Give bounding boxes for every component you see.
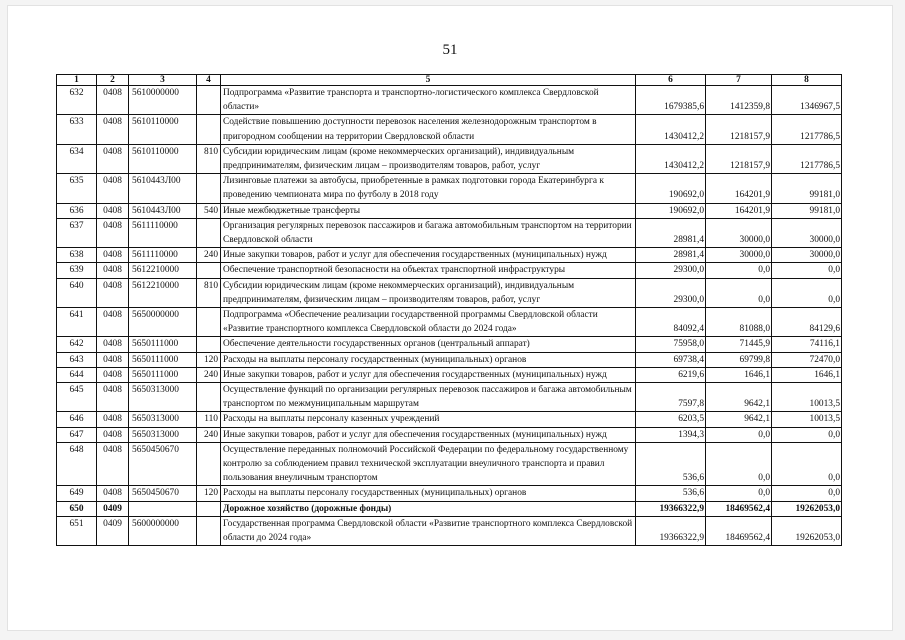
target-article-code: 5612210000 bbox=[129, 278, 197, 307]
expense-type-code: 120 bbox=[197, 352, 221, 367]
target-article-code: 5650313000 bbox=[129, 412, 197, 427]
target-article-code: 5650000000 bbox=[129, 308, 197, 337]
row-number: 634 bbox=[57, 144, 97, 173]
page-number: 51 bbox=[442, 42, 458, 58]
expense-name: Субсидии юридическим лицам (кроме некоммерческих организаций), индивидуальным предпринимателям, физическим лицам – производителям товаров, работ, услуг bbox=[221, 278, 636, 307]
column-header: 1 bbox=[57, 75, 97, 86]
table-row bbox=[57, 115, 842, 144]
section-code: 0408 bbox=[97, 412, 129, 427]
expense-type-code bbox=[197, 516, 221, 545]
amount-year-1: 29300,0 bbox=[636, 278, 706, 307]
expense-type-code bbox=[197, 174, 221, 203]
expense-name: Осуществление переданных полномочий Российской Федерации по федеральному государственному контролю за соблюдением правил технической эксплуатации внеуличного транспорта и правил пользования внеуличным транспортом bbox=[221, 442, 636, 486]
row-number: 646 bbox=[57, 412, 97, 427]
row-number: 637 bbox=[57, 218, 97, 247]
amount-year-2: 0,0 bbox=[706, 486, 772, 501]
section-code: 0408 bbox=[97, 486, 129, 501]
amount-year-1: 6219,6 bbox=[636, 367, 706, 382]
row-number: 648 bbox=[57, 442, 97, 486]
section-code: 0408 bbox=[97, 308, 129, 337]
target-article-code: 5611110000 bbox=[129, 218, 197, 247]
target-article-code: 5612210000 bbox=[129, 263, 197, 278]
expense-name: Иные закупки товаров, работ и услуг для обеспечения государственных (муниципальных) нужд bbox=[221, 367, 636, 382]
amount-year-2: 18469562,4 bbox=[706, 516, 772, 545]
row-number: 650 bbox=[57, 501, 97, 516]
table-row bbox=[57, 218, 842, 247]
amount-year-1: 7597,8 bbox=[636, 383, 706, 412]
amount-year-3: 72470,0 bbox=[772, 352, 842, 367]
expense-type-code bbox=[197, 337, 221, 352]
amount-year-1: 84092,4 bbox=[636, 308, 706, 337]
amount-year-2: 71445,9 bbox=[706, 337, 772, 352]
budget-table bbox=[56, 74, 842, 546]
target-article-code: 5650111000 bbox=[129, 352, 197, 367]
expense-type-code bbox=[197, 442, 221, 486]
row-number: 639 bbox=[57, 263, 97, 278]
amount-year-2: 30000,0 bbox=[706, 218, 772, 247]
target-article-code: 5610443Л00 bbox=[129, 203, 197, 218]
section-code: 0408 bbox=[97, 383, 129, 412]
row-number: 649 bbox=[57, 486, 97, 501]
table-row bbox=[57, 427, 842, 442]
amount-year-2: 164201,9 bbox=[706, 174, 772, 203]
table-row bbox=[57, 367, 842, 382]
amount-year-2: 1412359,8 bbox=[706, 86, 772, 115]
amount-year-3: 1346967,5 bbox=[772, 86, 842, 115]
row-number: 632 bbox=[57, 86, 97, 115]
table-row bbox=[57, 248, 842, 263]
table-row bbox=[57, 144, 842, 173]
expense-type-code bbox=[197, 308, 221, 337]
column-header: 2 bbox=[97, 75, 129, 86]
row-number: 643 bbox=[57, 352, 97, 367]
column-header: 6 bbox=[636, 75, 706, 86]
table-row bbox=[57, 501, 842, 516]
table-row bbox=[57, 203, 842, 218]
section-code: 0408 bbox=[97, 442, 129, 486]
amount-year-2: 0,0 bbox=[706, 427, 772, 442]
section-code: 0408 bbox=[97, 367, 129, 382]
table-row bbox=[57, 308, 842, 337]
target-article-code: 5610000000 bbox=[129, 86, 197, 115]
section-code: 0409 bbox=[97, 516, 129, 545]
section-code: 0408 bbox=[97, 218, 129, 247]
section-code: 0408 bbox=[97, 203, 129, 218]
amount-year-3: 0,0 bbox=[772, 442, 842, 486]
expense-type-code: 110 bbox=[197, 412, 221, 427]
amount-year-1: 29300,0 bbox=[636, 263, 706, 278]
section-code: 0408 bbox=[97, 248, 129, 263]
amount-year-1: 1679385,6 bbox=[636, 86, 706, 115]
expense-name: Подпрограмма «Развитие транспорта и транспортно-логистического комплекса Свердловской области» bbox=[221, 86, 636, 115]
amount-year-3: 19262053,0 bbox=[772, 516, 842, 545]
amount-year-2: 9642,1 bbox=[706, 412, 772, 427]
amount-year-2: 18469562,4 bbox=[706, 501, 772, 516]
expense-name: Дорожное хозяйство (дорожные фонды) bbox=[221, 501, 636, 516]
amount-year-3: 1646,1 bbox=[772, 367, 842, 382]
table-row bbox=[57, 337, 842, 352]
column-header: 5 bbox=[221, 75, 636, 86]
target-article-code: 5650111000 bbox=[129, 367, 197, 382]
table-row bbox=[57, 486, 842, 501]
expense-name: Иные закупки товаров, работ и услуг для обеспечения государственных (муниципальных) нужд bbox=[221, 248, 636, 263]
column-header: 7 bbox=[706, 75, 772, 86]
target-article-code: 5610110000 bbox=[129, 115, 197, 144]
expense-type-code bbox=[197, 501, 221, 516]
expense-type-code: 540 bbox=[197, 203, 221, 218]
section-code: 0408 bbox=[97, 427, 129, 442]
target-article-code: 5610443Л00 bbox=[129, 174, 197, 203]
expense-type-code bbox=[197, 263, 221, 278]
amount-year-2: 1218157,9 bbox=[706, 115, 772, 144]
amount-year-3: 0,0 bbox=[772, 278, 842, 307]
expense-type-code: 810 bbox=[197, 278, 221, 307]
row-number: 644 bbox=[57, 367, 97, 382]
expense-type-code bbox=[197, 115, 221, 144]
expense-type-code bbox=[197, 86, 221, 115]
amount-year-1: 28981,4 bbox=[636, 218, 706, 247]
amount-year-3: 19262053,0 bbox=[772, 501, 842, 516]
amount-year-3: 84129,6 bbox=[772, 308, 842, 337]
amount-year-3: 10013,5 bbox=[772, 412, 842, 427]
row-number: 647 bbox=[57, 427, 97, 442]
section-code: 0408 bbox=[97, 352, 129, 367]
expense-type-code bbox=[197, 383, 221, 412]
amount-year-1: 536,6 bbox=[636, 442, 706, 486]
section-code: 0408 bbox=[97, 337, 129, 352]
amount-year-1: 75958,0 bbox=[636, 337, 706, 352]
amount-year-1: 19366322,9 bbox=[636, 516, 706, 545]
target-article-code: 5600000000 bbox=[129, 516, 197, 545]
amount-year-3: 30000,0 bbox=[772, 248, 842, 263]
table-row bbox=[57, 516, 842, 545]
expense-name: Обеспечение деятельности государственных органов (центральный аппарат) bbox=[221, 337, 636, 352]
row-number: 633 bbox=[57, 115, 97, 144]
amount-year-2: 164201,9 bbox=[706, 203, 772, 218]
amount-year-2: 30000,0 bbox=[706, 248, 772, 263]
table-body bbox=[57, 86, 842, 546]
amount-year-3: 99181,0 bbox=[772, 203, 842, 218]
expense-name: Подпрограмма «Обеспечение реализации государственной программы Свердловской области «Развитие транспортного комплекса Свердловской области до 2024 года» bbox=[221, 308, 636, 337]
amount-year-1: 1394,3 bbox=[636, 427, 706, 442]
section-code: 0408 bbox=[97, 174, 129, 203]
section-code: 0408 bbox=[97, 115, 129, 144]
expense-name: Организация регулярных перевозок пассажиров и багажа автомобильным транспортом на территории Свердловской области bbox=[221, 218, 636, 247]
amount-year-3: 99181,0 bbox=[772, 174, 842, 203]
expense-name: Расходы на выплаты персоналу государственных (муниципальных) органов bbox=[221, 486, 636, 501]
amount-year-1: 190692,0 bbox=[636, 203, 706, 218]
target-article-code bbox=[129, 501, 197, 516]
amount-year-3: 1217786,5 bbox=[772, 144, 842, 173]
amount-year-2: 9642,1 bbox=[706, 383, 772, 412]
column-header: 4 bbox=[197, 75, 221, 86]
amount-year-3: 0,0 bbox=[772, 427, 842, 442]
target-article-code: 5650313000 bbox=[129, 427, 197, 442]
column-header: 3 bbox=[129, 75, 197, 86]
target-article-code: 5650111000 bbox=[129, 337, 197, 352]
amount-year-2: 69799,8 bbox=[706, 352, 772, 367]
table-row bbox=[57, 383, 842, 412]
target-article-code: 5611110000 bbox=[129, 248, 197, 263]
amount-year-1: 6203,5 bbox=[636, 412, 706, 427]
section-code: 0408 bbox=[97, 86, 129, 115]
table-row bbox=[57, 86, 842, 115]
row-number: 645 bbox=[57, 383, 97, 412]
section-code: 0408 bbox=[97, 263, 129, 278]
amount-year-2: 0,0 bbox=[706, 442, 772, 486]
amount-year-1: 1430412,2 bbox=[636, 144, 706, 173]
column-header: 8 bbox=[772, 75, 842, 86]
row-number: 635 bbox=[57, 174, 97, 203]
table-row bbox=[57, 442, 842, 486]
amount-year-2: 1646,1 bbox=[706, 367, 772, 382]
row-number: 640 bbox=[57, 278, 97, 307]
amount-year-1: 1430412,2 bbox=[636, 115, 706, 144]
row-number: 638 bbox=[57, 248, 97, 263]
amount-year-3: 0,0 bbox=[772, 486, 842, 501]
row-number: 641 bbox=[57, 308, 97, 337]
amount-year-3: 30000,0 bbox=[772, 218, 842, 247]
amount-year-2: 0,0 bbox=[706, 278, 772, 307]
section-code: 0408 bbox=[97, 278, 129, 307]
amount-year-1: 536,6 bbox=[636, 486, 706, 501]
table-row bbox=[57, 174, 842, 203]
target-article-code: 5610110000 bbox=[129, 144, 197, 173]
amount-year-2: 1218157,9 bbox=[706, 144, 772, 173]
expense-name: Обеспечение транспортной безопасности на объектах транспортной инфраструктуры bbox=[221, 263, 636, 278]
table-row bbox=[57, 278, 842, 307]
amount-year-2: 81088,0 bbox=[706, 308, 772, 337]
amount-year-1: 28981,4 bbox=[636, 248, 706, 263]
expense-name: Иные межбюджетные трансферты bbox=[221, 203, 636, 218]
table-row bbox=[57, 263, 842, 278]
expense-type-code: 240 bbox=[197, 248, 221, 263]
header-row bbox=[57, 75, 842, 86]
expense-name: Лизинговые платежи за автобусы, приобретенные в рамках подготовки города Екатеринбурга к проведению чемпионата мира по футболу в 2018 году bbox=[221, 174, 636, 203]
table-row bbox=[57, 352, 842, 367]
expense-name: Иные закупки товаров, работ и услуг для обеспечения государственных (муниципальных) нужд bbox=[221, 427, 636, 442]
expense-name: Субсидии юридическим лицам (кроме некоммерческих организаций), индивидуальным предпринимателям, физическим лицам – производителям товаров, работ, услуг bbox=[221, 144, 636, 173]
expense-name: Расходы на выплаты персоналу казенных учреждений bbox=[221, 412, 636, 427]
expense-name: Государственная программа Свердловской области «Развитие транспортного комплекса Свердловской области до 2024 года» bbox=[221, 516, 636, 545]
expense-name: Осуществление функций по организации регулярных перевозок пассажиров и багажа автомобильным транспортом по межмуниципальным маршрутам bbox=[221, 383, 636, 412]
expense-name: Расходы на выплаты персоналу государственных (муниципальных) органов bbox=[221, 352, 636, 367]
expense-type-code: 120 bbox=[197, 486, 221, 501]
document-page bbox=[8, 6, 892, 630]
expense-type-code: 240 bbox=[197, 367, 221, 382]
table-row bbox=[57, 412, 842, 427]
section-code: 0408 bbox=[97, 144, 129, 173]
amount-year-3: 1217786,5 bbox=[772, 115, 842, 144]
amount-year-1: 190692,0 bbox=[636, 174, 706, 203]
row-number: 651 bbox=[57, 516, 97, 545]
row-number: 642 bbox=[57, 337, 97, 352]
amount-year-1: 69738,4 bbox=[636, 352, 706, 367]
amount-year-3: 10013,5 bbox=[772, 383, 842, 412]
target-article-code: 5650450670 bbox=[129, 442, 197, 486]
expense-type-code bbox=[197, 218, 221, 247]
expense-type-code: 240 bbox=[197, 427, 221, 442]
row-number: 636 bbox=[57, 203, 97, 218]
section-code: 0409 bbox=[97, 501, 129, 516]
amount-year-3: 74116,1 bbox=[772, 337, 842, 352]
amount-year-2: 0,0 bbox=[706, 263, 772, 278]
amount-year-3: 0,0 bbox=[772, 263, 842, 278]
amount-year-1: 19366322,9 bbox=[636, 501, 706, 516]
target-article-code: 5650313000 bbox=[129, 383, 197, 412]
expense-type-code: 810 bbox=[197, 144, 221, 173]
target-article-code: 5650450670 bbox=[129, 486, 197, 501]
expense-name: Содействие повышению доступности перевозок населения железнодорожным транспортом в пригородном сообщении на территории Свердловской области bbox=[221, 115, 636, 144]
